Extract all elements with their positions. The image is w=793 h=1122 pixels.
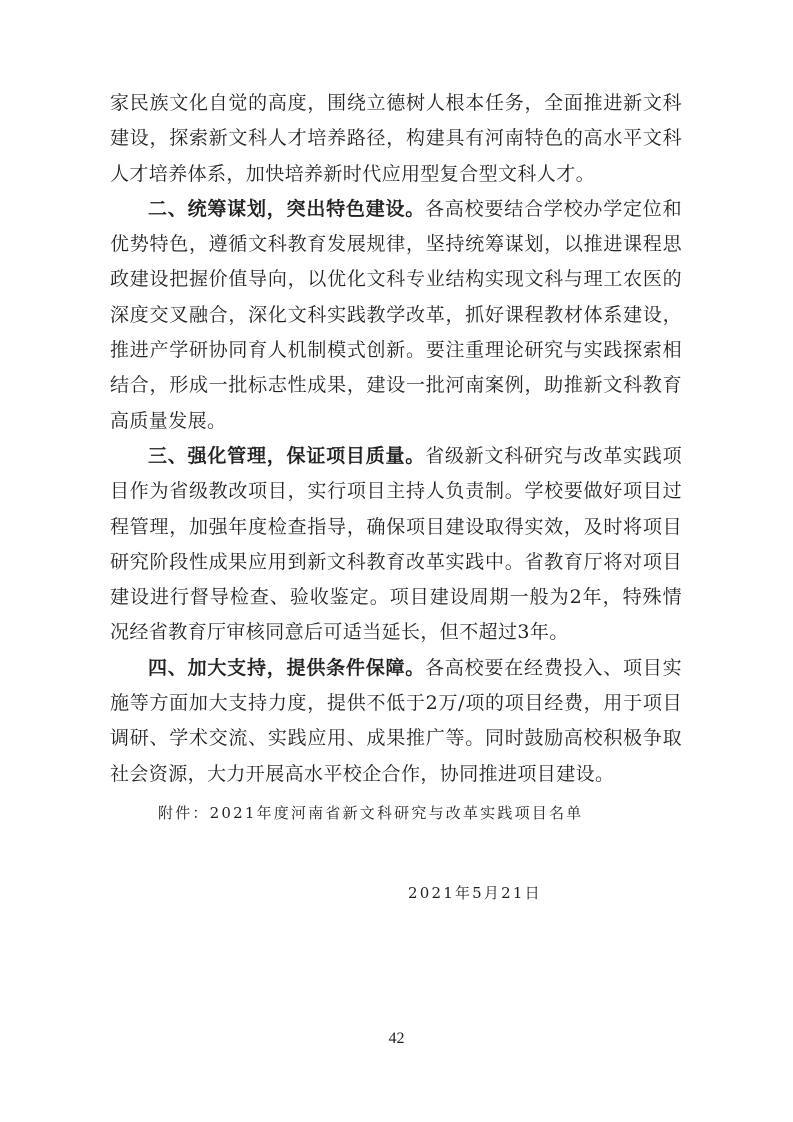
paragraph-text: 省级新文科研究与改革实践项目作为省级教改项目，实行项目主持人负责制。学校要做好项目过程管理，加强年度检查指导，确保项目建设取得实效，及时将项目研究阶段性成果应用到新文科教育改革实践中。省教育厅将对项目建设进行督导检查、验收鉴定。项目建设周期一般为2年，特殊情况经省教育厅审核同意后可适当延长，但不超过3年。 xyxy=(110,444,682,644)
paragraph-section-3 xyxy=(110,439,682,651)
paragraph-text: 家民族文化自觉的高度，围绕立德树人根本任务，全面推进新文科建设，探索新文科人才培养路径，构建具有河南特色的高水平文科人才培养体系，加快培养新时代应用型复合型文科人才。 xyxy=(110,92,682,185)
attachment-note: 附件：2021年度河南省新文科研究与改革实践项目名单 xyxy=(158,804,584,822)
paragraph-text: 各高校要结合学校办学定位和优势特色，遵循文科教育发展规律，坚持统筹谋划，以推进课程思政建设把握价值导向，以优化文科专业结构实现文科与理工农医的深度交叉融合，深化文科实践教学改革，抓好课程教材体系建设，推进产学研协同育人机制模式创新。要注重理论研究与实践探索相结合，形成一批标志性成果，建设一批河南案例，助推新文科教育高质量发展。 xyxy=(110,197,682,432)
paragraph-continuation xyxy=(110,86,682,192)
page-number: 42 xyxy=(388,1030,405,1047)
paragraph-section-4 xyxy=(110,651,682,792)
section-heading: 二、统筹谋划，突出特色建设。 xyxy=(148,197,426,220)
document-body xyxy=(110,86,682,792)
paragraph-section-2 xyxy=(110,192,682,439)
paragraph-text: 各高校要在经费投入、项目实施等方面加大支持力度，提供不低于2万/项的项目经费，用于项目调研、学术交流、实践应用、成果推广等。同时鼓励高校积极争取社会资源，大力开展高水平校企合作，协同推进项目建设。 xyxy=(110,656,682,785)
section-heading: 四、加大支持，提供条件保障。 xyxy=(148,656,426,679)
document-date: 2021年5月21日 xyxy=(408,884,542,902)
section-heading: 三、强化管理，保证项目质量。 xyxy=(148,444,426,467)
